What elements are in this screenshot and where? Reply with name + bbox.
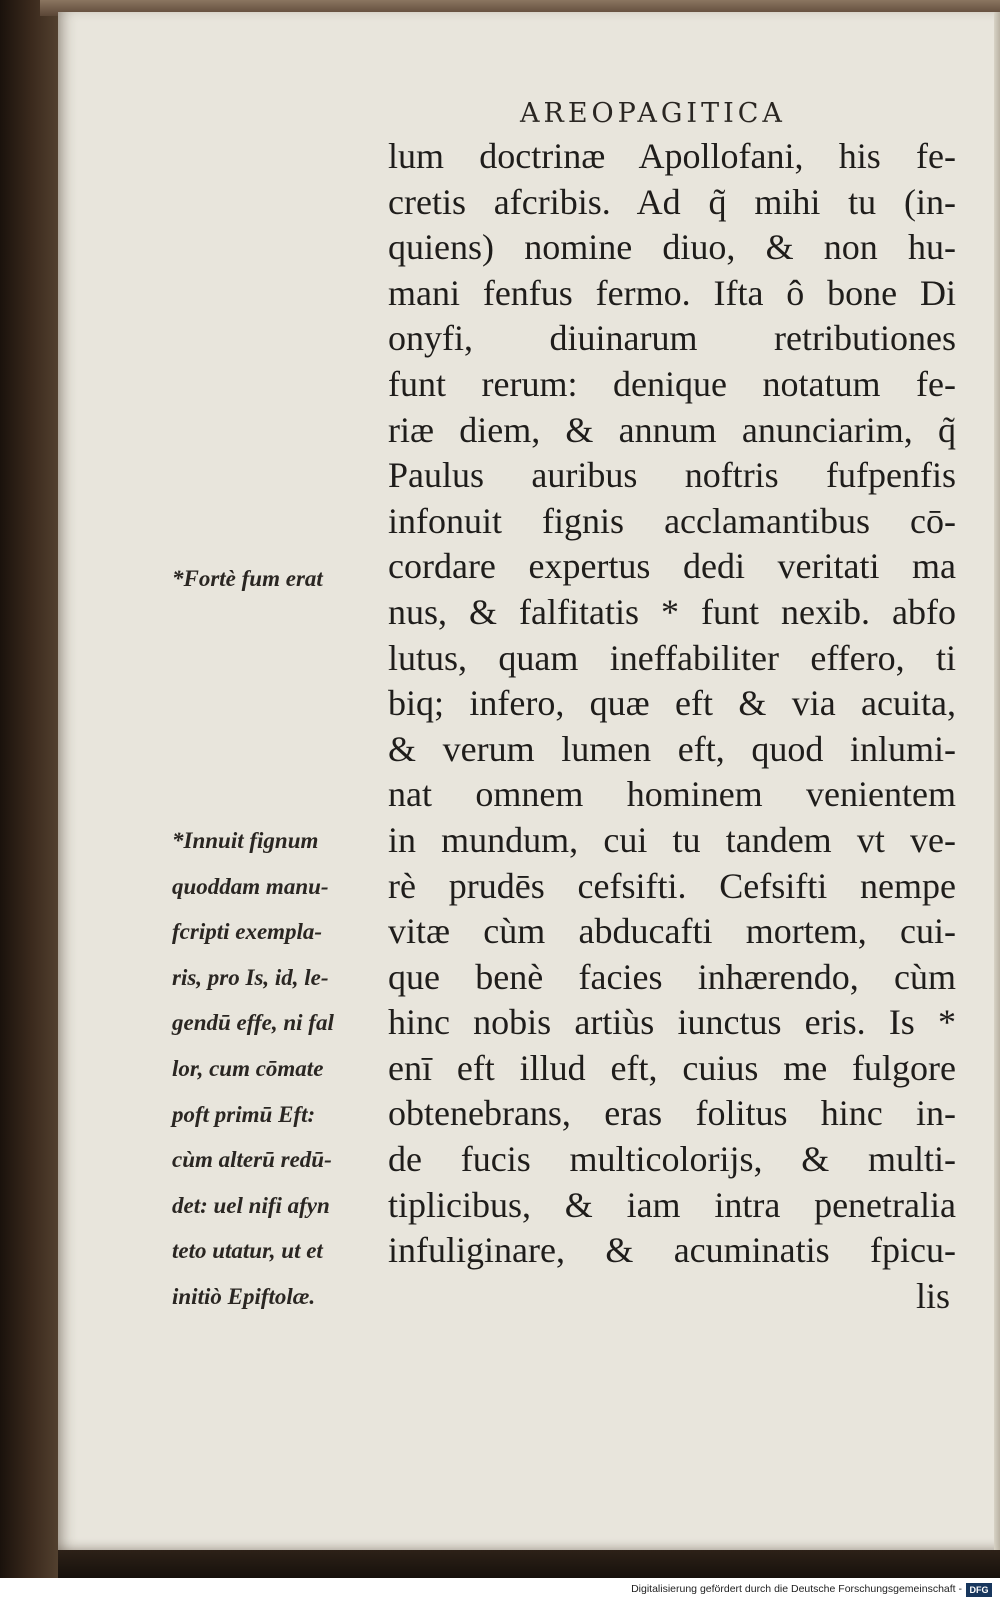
text-line: infuliginare, & acuminatis fpicu- <box>388 1230 956 1271</box>
text-line: cordare expertus dedi veritati ma <box>388 546 956 587</box>
text-line: infonuit fignis acclamantibus cō- <box>388 500 956 541</box>
text-line: que benè facies inhærendo, cùm <box>388 956 956 997</box>
text-line: nus, & falfitatis * funt nexib. abfo <box>388 591 956 632</box>
text-line: onyfi, diuinarum retributiones <box>388 318 956 359</box>
text-line: vitæ cùm abducafti mortem, cui- <box>388 911 956 952</box>
text-line: funt rerum: denique notatum fe- <box>388 363 956 404</box>
text-line: lum doctrinæ Apollofani, his fe- <box>388 136 956 176</box>
margin-note-line: det: uel nifi afyn <box>172 1192 330 1218</box>
digitization-footer <box>0 1578 1000 1603</box>
margin-note-line: poft primū Eft: <box>172 1101 316 1127</box>
margin-note-line: cùm alterū redū- <box>172 1147 332 1173</box>
text-line: & verum lumen eft, quod inlumi- <box>388 728 956 769</box>
margin-note-line: *Innuit fignum <box>172 828 319 853</box>
margin-note-2 <box>172 818 382 1320</box>
text-line: in mundum, cui tu tandem vt ve- <box>388 819 956 860</box>
text-line: lutus, quam ineffabiliter effero, ti <box>388 637 956 678</box>
catchword: lis <box>915 1275 950 1316</box>
text-line: enī eft illud eft, cuius me fulgore <box>388 1047 956 1088</box>
margin-note-line: *Fortè fum erat <box>172 566 323 591</box>
text-line: quiens) nomine diuo, & non hu- <box>388 227 956 268</box>
margin-note-line: teto utatur, ut et <box>172 1238 323 1264</box>
margin-note-line: gendū effe, ni fal <box>172 1010 334 1036</box>
margin-note-1 <box>172 556 382 602</box>
margin-note-line: lor, cum cōmate <box>172 1055 324 1081</box>
margin-note-line: quoddam manu- <box>172 873 329 899</box>
page-bottom-edge <box>58 1550 1000 1578</box>
text-line: biq; infero, quæ eft & via acuita, <box>388 683 956 724</box>
margin-note-line: ris, pro Is, id, le- <box>172 964 329 990</box>
text-line: rè prudēs cefsifti. Cefsifti nempe <box>388 865 956 906</box>
text-line: riæ diem, & annum anunciarim, q̃ <box>388 409 956 450</box>
text-line: obtenebrans, eras folitus hinc in- <box>388 1093 956 1134</box>
running-head: AREOPAGITICA <box>520 98 786 129</box>
text-line: mani fenfus fermo. Ifta ô bone Di <box>388 272 956 313</box>
text-line: tiplicibus, & iam intra penetralia <box>388 1184 956 1225</box>
margin-note-line: initiò Epiftolæ. <box>172 1283 316 1309</box>
text-line: Paulus auribus noftris fufpenfis <box>388 455 956 496</box>
book-binding <box>0 0 58 1578</box>
dfg-logo-icon: DFG <box>966 1583 992 1597</box>
text-line: cretis afcribis. Ad q̃ mihi tu (in- <box>388 181 956 222</box>
text-line: nat omnem hominem venientem <box>388 774 956 815</box>
main-text-block <box>388 134 956 1334</box>
text-line: hinc nobis artiùs iunctus eris. Is * <box>388 1002 956 1043</box>
page-right-edge <box>994 12 1000 1550</box>
footer-credit: Digitalisierung gefördert durch die Deutsche Forschungsgemeinschaft - <box>631 1583 962 1595</box>
margin-note-line: fcripti exempla- <box>172 919 323 945</box>
text-line: de fucis multicolorijs, & multi- <box>388 1139 956 1180</box>
